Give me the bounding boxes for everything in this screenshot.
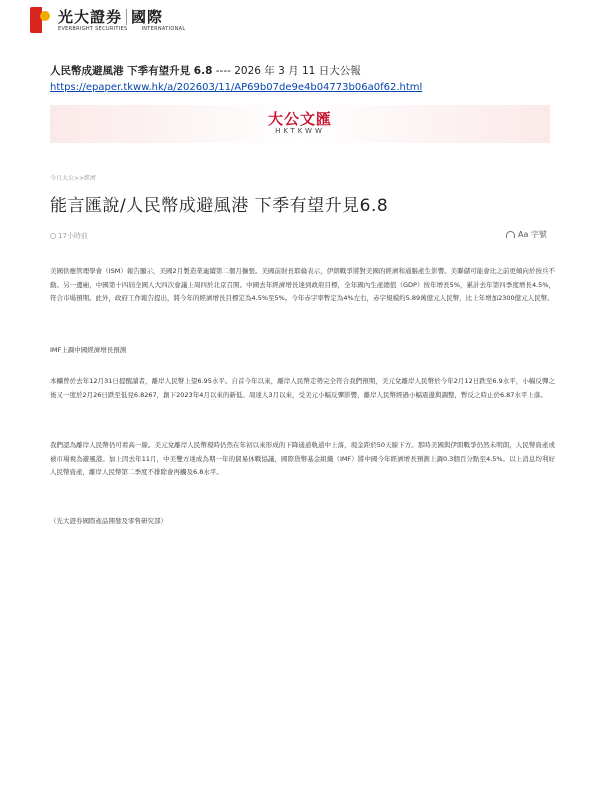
document-headline	[50, 63, 361, 78]
paragraph-2: 本欄曾於去年12月31日提醒讀者，離岸人民幣上望6.95水平。自首今年以來，離岸人民幣走勢完全符合我們預期，美元兌離岸人民幣於今年2月12日跌至6.9水平，小幅反彈之後又一度於2月26日跌至低見6.8267，創下2023年4月以來的新低。周達人3月以來，受美元小幅反彈影響，離岸人民幣經過小幅震盪與調整，暫反之時止於6.87水平上落。	[50, 377, 555, 399]
font-size-button[interactable]	[506, 229, 547, 240]
section-heading: IMF上調中國經濟增長預測	[50, 346, 127, 354]
clock-icon	[50, 233, 56, 239]
logo-main-text: 光大證券	[58, 7, 123, 26]
article-meta	[50, 231, 88, 241]
headphones-icon[interactable]	[506, 231, 515, 238]
author-credit: （光大證券國際產品開發及零售研究部）	[50, 517, 167, 525]
source-link[interactable]: https://epaper.tkww.hk/a/202603/11/AP69b07de9e4b04773b06a0f62.html	[50, 82, 423, 93]
article-title: 能言匯說/人民幣成避風港 下季有望升見6.8	[50, 196, 389, 216]
company-logo	[30, 7, 185, 33]
font-size-label[interactable]: Aa 字號	[518, 230, 547, 239]
headline-title: 人民幣成避風港 下季有望升見 6.8	[50, 65, 213, 77]
logo-intl-text: 國際	[131, 7, 164, 26]
logo-sub-left: EVERBRIGHT SECURITIES	[58, 25, 128, 32]
headline-source: ---- 2026 年 3 月 11 日大公報	[212, 65, 361, 77]
logo-sub-right: INTERNATIONAL	[141, 25, 186, 32]
logo-mark-icon	[30, 7, 50, 33]
banner-subtitle: HKTKWW	[275, 127, 325, 135]
breadcrumb[interactable]: 今日大公>>經濟	[50, 175, 97, 182]
banner-title: 大公文匯	[267, 110, 332, 128]
paragraph-1: 美國供應管理學會（ISM）報告顯示，美國2月製造業連續第二個月擴張。美國前財長耶倫表示，伊朗戰爭將對美國的經濟和通脹產生影響。美聯儲可能會比之前更傾向於按兵不動。另一邊廂，中國第十四屆全國人大四次會議上周四於北京召開。中國去年經濟增長達到政府目標，全年國內生產總值（GDP）按年增長5%，累計去年第四季度增長4.5%，符合市場預期。此外，政府工作報告提出，將今年的經濟增長目標定為4.5%至5%。今年赤字率暫定為4%左右，赤字規模約5.89萬億元人民幣，比上年增加2300億元人民幣。	[50, 267, 555, 302]
newspaper-banner	[50, 105, 550, 143]
paragraph-3: 我們認為離岸人民幣仍可看高一線。美元兌離岸人民幣現時仍然在年初以來形成的下降通道軌道中上落，現金距於50天線下方。那時美國與伊朗戰爭仍然未明朗，人民幣資產或被市場視為避風港。加上因去年11月，中美雙方達成為期一年的貿易休戰協議，國際貨幣基金組織（IMF）將中國今年經濟增長預測上調0.3個百分點至4.5%。以上消息均利好人民幣資產，離岸人民幣第二季度不排除會再觸及6.8水平。	[50, 441, 555, 476]
publish-time: 17小時前	[58, 232, 88, 240]
logo-divider	[126, 9, 127, 25]
